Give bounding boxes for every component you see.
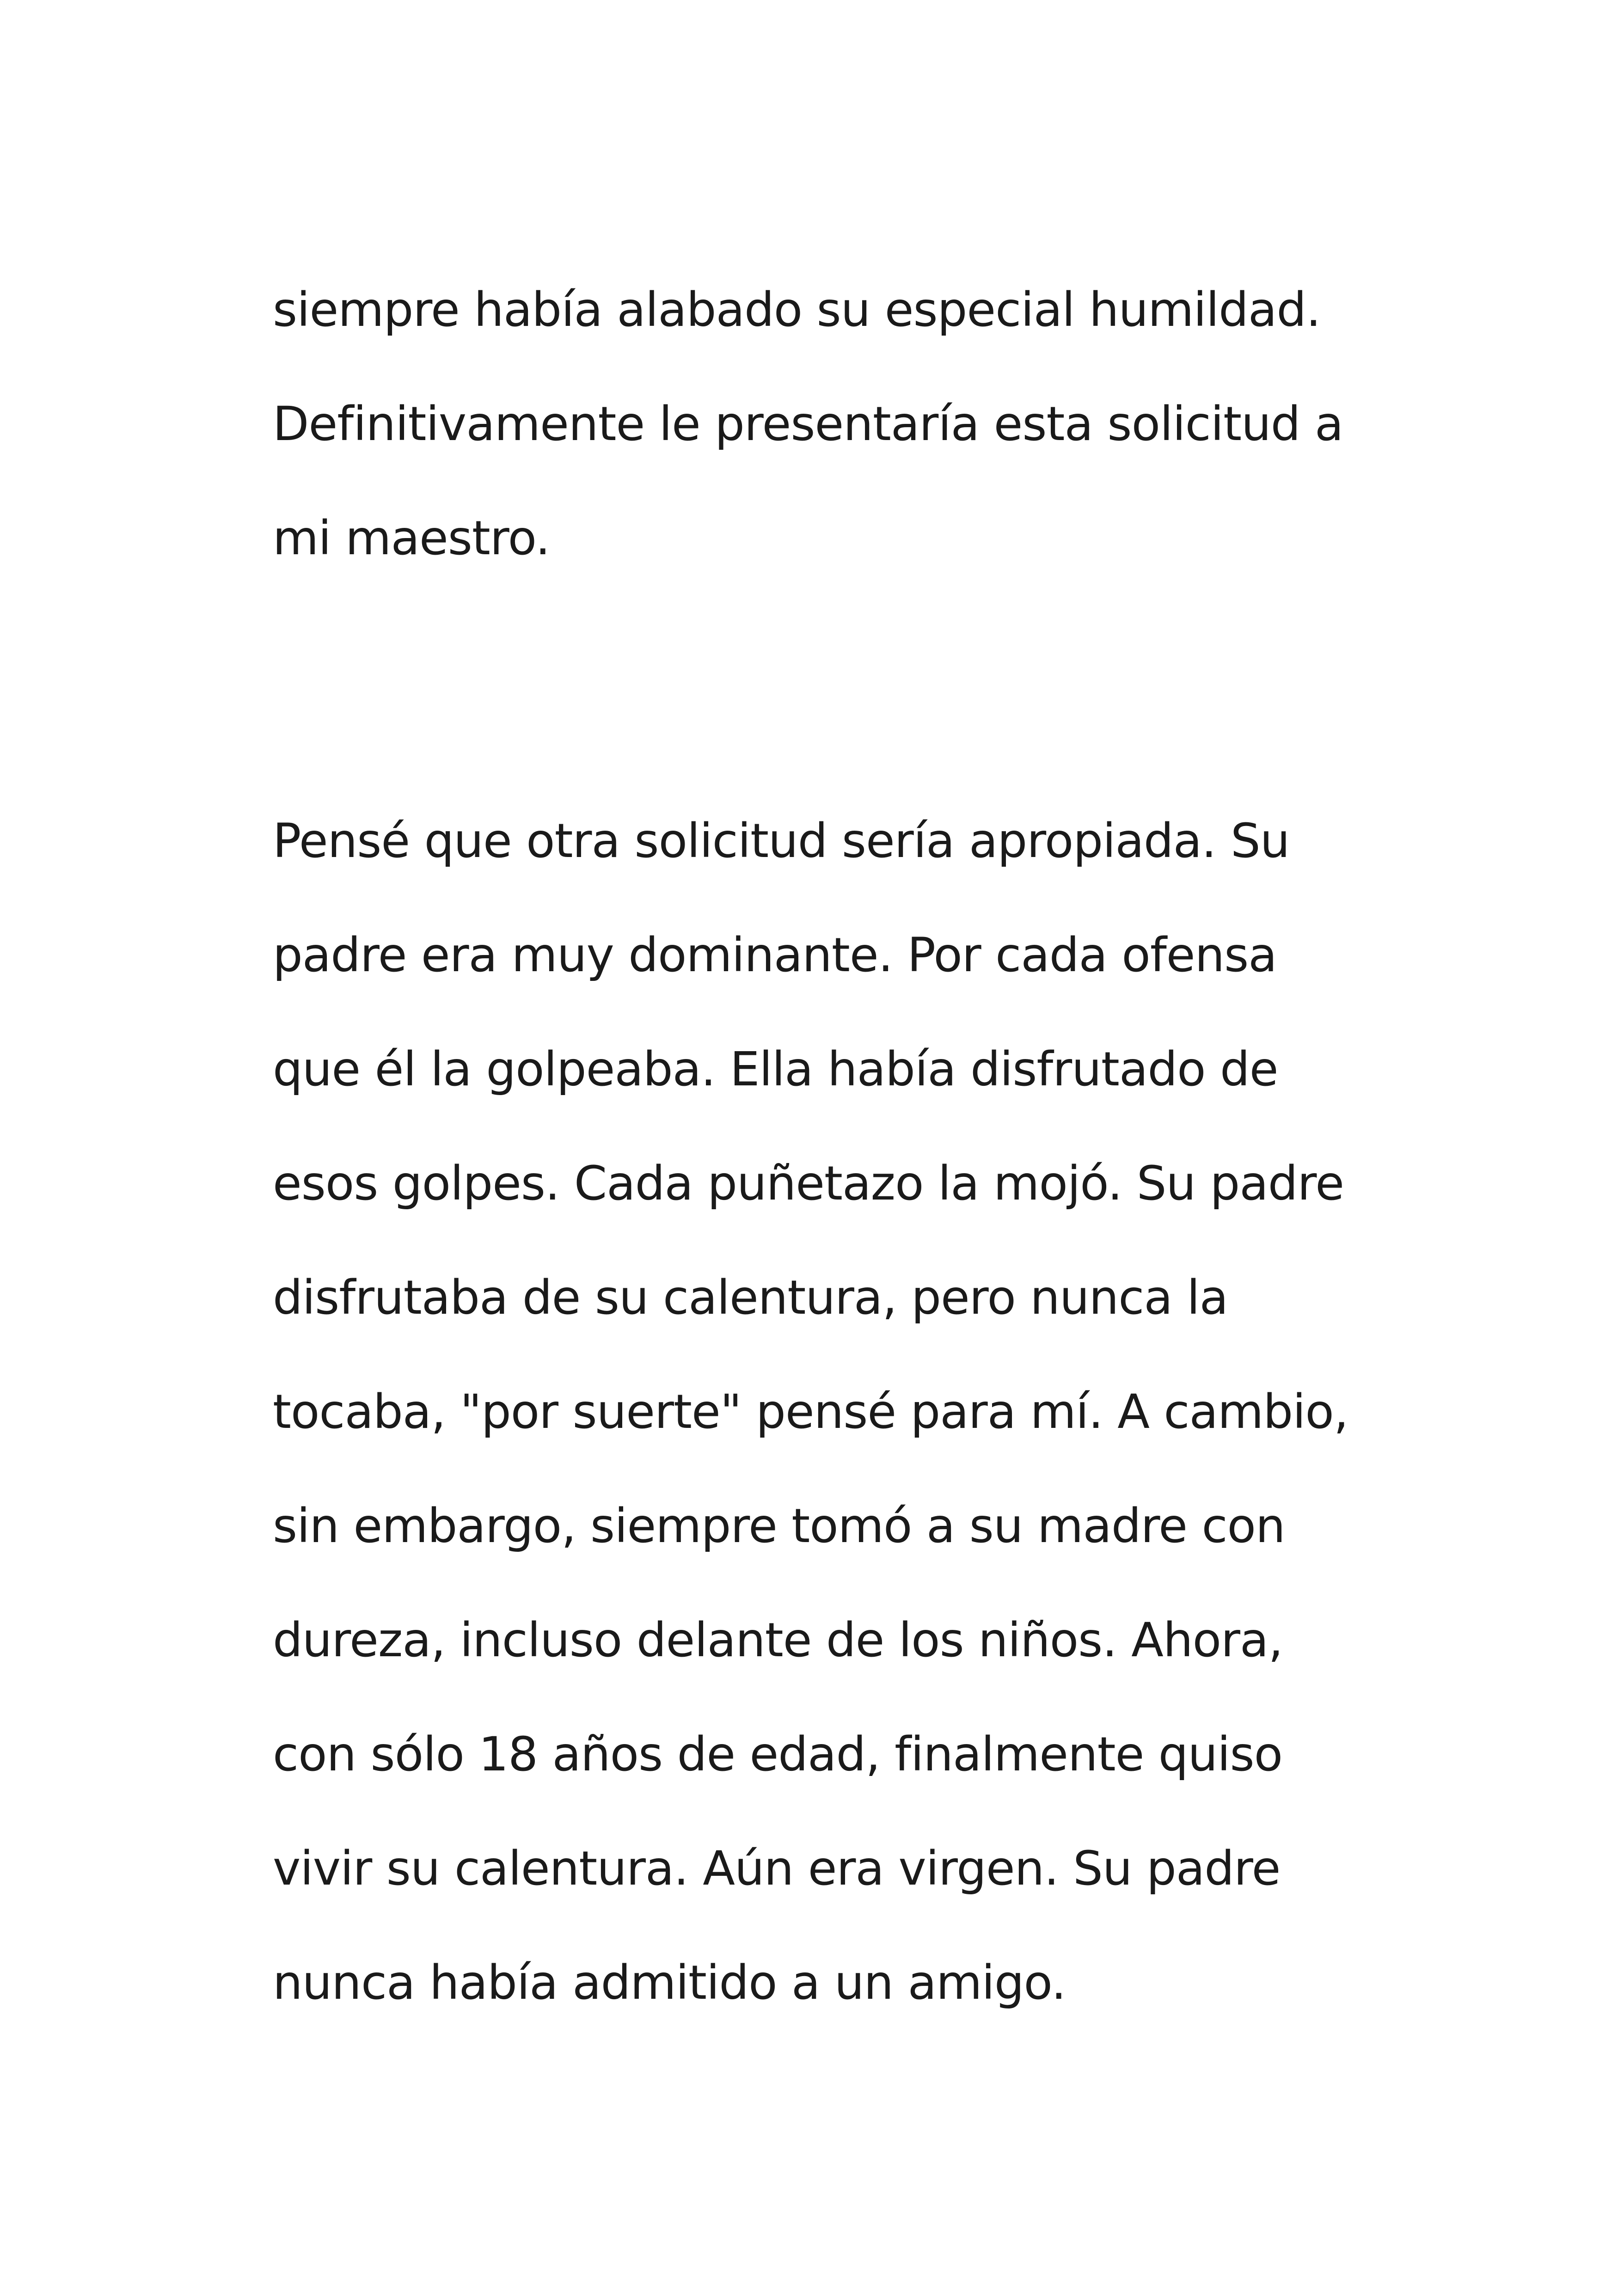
paragraph-line: vivir su calentura. Aún era virgen. Su padre [273,1841,1281,1896]
paragraph-line: siempre había alabado su especial humildad. [273,282,1321,337]
paragraph-line: que él la golpeaba. Ella había disfrutado de [273,1042,1278,1097]
paragraph-line: tocaba, "por suerte" pensé para mí. A cambio, [273,1384,1348,1439]
paragraph-line: padre era muy dominante. Por cada ofensa [273,928,1277,983]
paragraph-line: Definitivamente le presentaría esta solicitud a [273,397,1343,452]
paragraph-line: con sólo 18 años de edad, finalmente quiso [273,1727,1283,1782]
paragraph-line: esos golpes. Cada puñetazo la mojó. Su padre [273,1156,1344,1211]
paragraph-line: sin embargo, siempre tomó a su madre con [273,1499,1285,1554]
paragraph-line: Pensé que otra solicitud sería apropiada. Su [273,814,1290,869]
paragraph-line: disfrutaba de su calentura, pero nunca la [273,1270,1228,1325]
paragraph-1 [273,253,1428,595]
paragraph-line: mi maestro. [273,511,550,566]
paragraph-line: dureza, incluso delante de los niños. Ahora, [273,1613,1283,1668]
paragraph-2 [273,784,1428,2040]
paragraph-line: nunca había admitido a un amigo. [273,1955,1066,2010]
